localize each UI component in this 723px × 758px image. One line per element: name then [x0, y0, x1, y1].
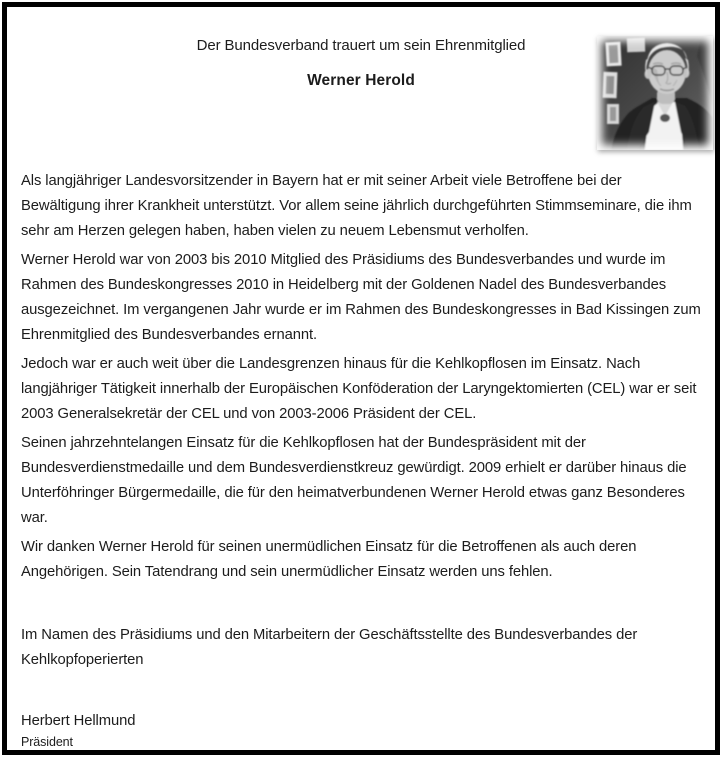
portrait-photo [597, 36, 713, 150]
paragraph-3: Jedoch war er auch weit über die Landesgrenzen hinaus für die Kehlkopflosen im Einsatz. Nach langjähriger Tätigkeit innerhalb der Europäischen Konföderation der Laryngektomierten (CEL) war er seit 2003 Generalsekretär der CEL und von 2003-2006 Präsident der CEL. [21, 356, 697, 422]
obituary-text [21, 169, 701, 673]
paragraph-2: Werner Herold war von 2003 bis 2010 Mitglied des Präsidiums des Bundesverbandes und wurde im Rahmen des Bundeskongresses 2010 in Heidelberg mit der Goldenen Nadel des Bundesverbandes ausgezeichnet. Im vergangenen Jahr wurde er im Rahmen des Bundeskongresses in Bad Kissingen zum Ehrenmitglied des Bundesverbandes ernannt. [21, 252, 701, 343]
paragraph-4: Seinen jahrzehntelangen Einsatz für die Kehlkopflosen hat der Bundespräsident mit der Bundesverdienstmedaille und dem Bundesverdienstkreuz gewürdigt. 2009 erhielt er darüber hinaus die Unterföhringer Bürgermedaille, die für den heimatverbundenen Werner Herold etwas ganz Besonderes war. [21, 435, 687, 526]
paragraph-5: Wir danken Werner Herold für seinen unermüdlichen Einsatz für die Betroffenen als auch deren Angehörigen. Sein Tatendrang und sein unermüdlicher Einsatz werden uns fehlen. [21, 539, 637, 580]
announcement-line: Der Bundesverband trauert um sein Ehrenmitglied [196, 37, 526, 54]
portrait-photo-graphic [597, 36, 713, 150]
signature-name: Herbert Hellmund [21, 713, 136, 729]
closing-paragraph: Im Namen des Präsidiums und den Mitarbeitern der Geschäftsstellte des Bundesverbandes der Kehlkopfoperierten [21, 627, 638, 668]
signature-role: Präsident [21, 735, 73, 749]
honoree-name-heading: Werner Herold [307, 72, 415, 89]
paragraph-1: Als langjähriger Landesvorsitzender in Bayern hat er mit seiner Arbeit viele Betroffene bei der Bewältigung ihrer Krankheit unterstützt. Vor allem seine jährlich durchgeführten Stimmseminare, die ihm sehr am Herzen gelegen haben, haben vielen zu neuem Lebensmut verholfen. [21, 173, 692, 239]
